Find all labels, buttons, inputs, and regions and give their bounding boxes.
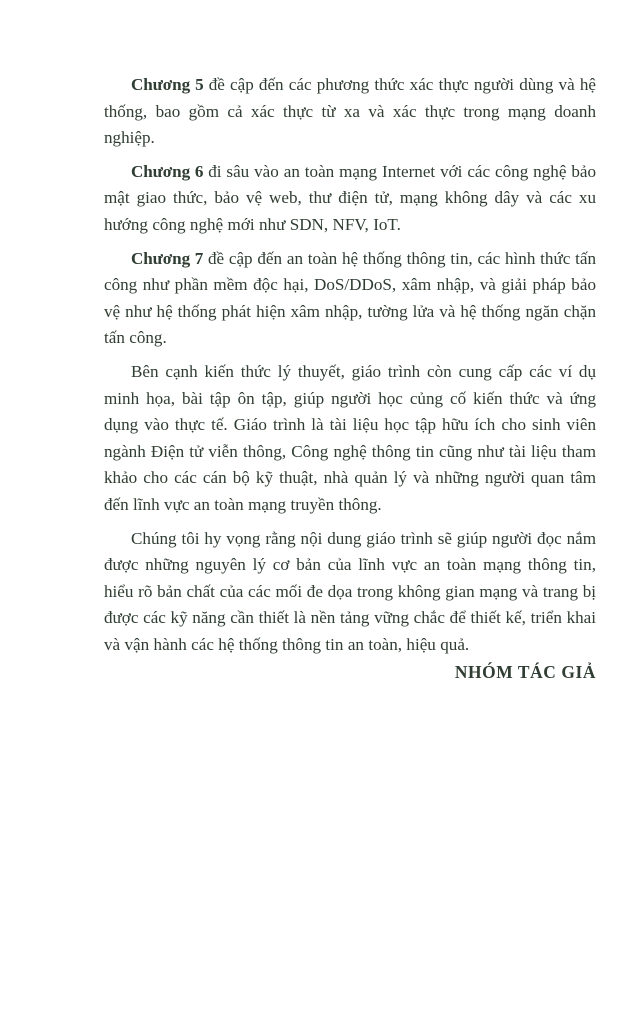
body-text-column: [104, 72, 596, 658]
paragraph-body-7: đề cập đến an toàn hệ thống thông tin, các hình thức tấn công như phần mềm độc hại, DoS/DDoS, xâm nhập, và giải pháp bảo vệ như hệ thống phát hiện xâm nhập, tường lửa và hệ thống ngăn chặn tấn công.: [104, 248, 597, 348]
blank-page-area: [0, 712, 639, 1024]
paragraph-chuong-7: [104, 246, 596, 352]
paragraph-body-5: đề cập đến các phương thức xác thực người dùng và hệ thống, bao gồm cả xác thực từ xa và xác thực trong mạng doanh nghiệp.: [104, 75, 596, 148]
chapter-lead-5: Chương 5: [131, 75, 204, 94]
paragraph-body-6: đi sâu vào an toàn mạng Internet với các công nghệ bảo mật giao thức, bảo vệ web, thư điện tử, mạng không dây và các xu hướng công nghệ mới như SDN, NFV, IoT.: [104, 161, 596, 234]
paragraph-chuong-5: [104, 72, 596, 152]
paragraph-body-4: Bên cạnh kiến thức lý thuyết, giáo trình còn cung cấp các ví dụ minh họa, bài tập ôn tập, giúp người học củng cố kiến thức và ứng dụng vào thực tế. Giáo trình là tài liệu học tập hữu ích cho sinh viên ngành Điện tử viễn thông, Công nghệ thông tin cũng như tài liệu tham khảo cho các cán bộ kỹ thuật, nhà quản lý và những người quan tâm đến lĩnh vực an toàn mạng truyền thông.: [104, 361, 596, 514]
paragraph-supplementary-materials: [104, 359, 596, 519]
paragraph-closing-hope: [104, 526, 596, 659]
paragraph-body-5b: Chúng tôi hy vọng rằng nội dung giáo trình sẽ giúp người đọc nắm được những nguyên lý cơ bản của lĩnh vực an toàn mạng thông tin, hiểu rõ bản chất của các mối đe dọa trong không gian mạng và trang bị được các kỹ năng cần thiết là nền tảng vững chắc để thiết kế, triển khai và vận hành các hệ thống thông tin an toàn, hiệu quả.: [104, 528, 596, 654]
author-signature: NHÓM TÁC GIẢ: [454, 662, 596, 682]
chapter-lead-6: Chương 6: [131, 161, 204, 181]
chapter-lead-7: Chương 7: [131, 248, 204, 268]
paragraph-chuong-6: [104, 159, 596, 239]
